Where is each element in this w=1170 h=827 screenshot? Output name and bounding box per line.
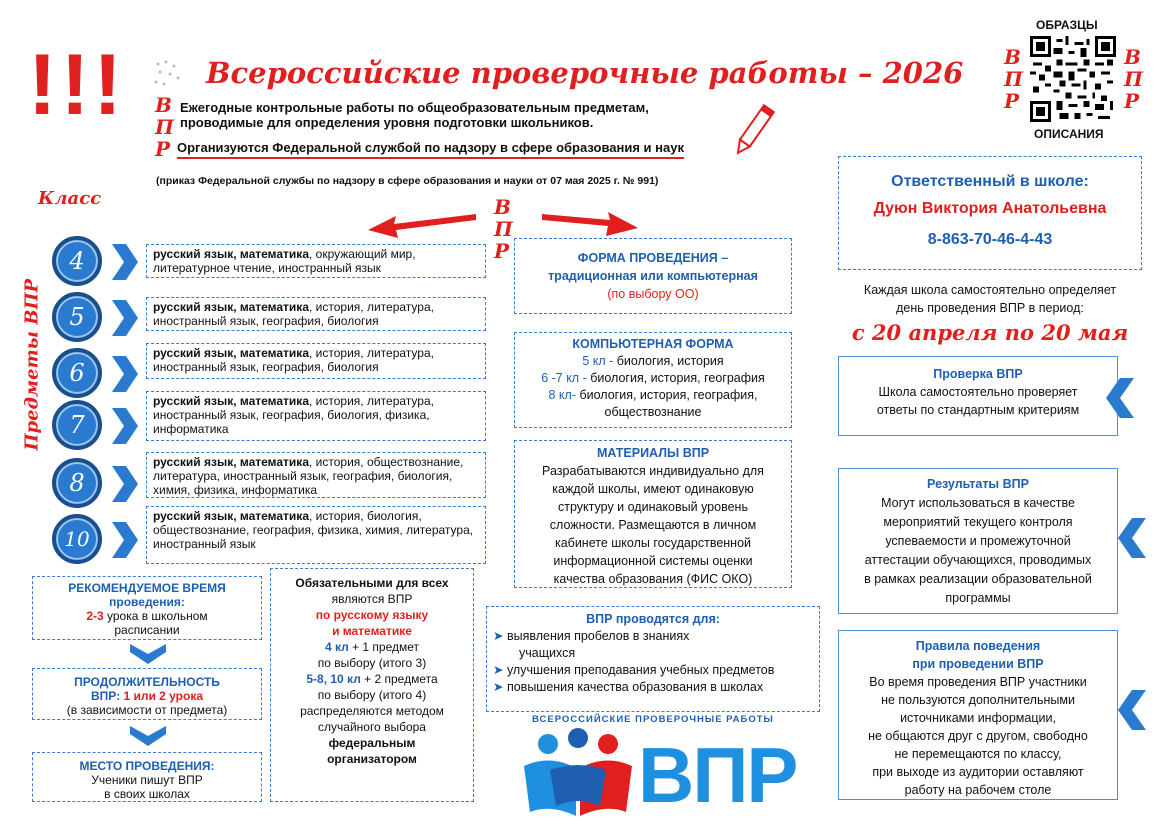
order-reference: (приказ Федеральной службы по надзору в сфере образования и науки от 07 мая 2025 г. № 991) xyxy=(156,175,659,187)
form-box xyxy=(514,238,792,314)
chevron-right-icon xyxy=(108,464,140,504)
form-title: ФОРМА ПРОВЕДЕНИЯ – xyxy=(577,251,729,265)
time-highlight: 2-3 xyxy=(86,609,104,623)
form-subtitle: традиционная или компьютерная xyxy=(548,269,758,283)
mandatory-line-2: являются ВПР xyxy=(331,592,413,606)
grade-circle: 7 xyxy=(52,400,102,450)
vpr-logo xyxy=(520,726,810,822)
qr-right-letters xyxy=(1124,46,1143,112)
materials-line: структуру и одинаковый уровень xyxy=(558,500,748,514)
rules-box xyxy=(838,630,1118,800)
vpr-logo-emblem-icon xyxy=(520,726,636,818)
mandatory-line-1: Обязательными для всех xyxy=(295,576,449,590)
materials-line: каждой школы, имеют одинаковую xyxy=(552,482,754,496)
place-box xyxy=(32,752,262,802)
exclamation-marks: !!! xyxy=(28,37,126,133)
letter: Р xyxy=(155,137,171,161)
chevron-left-icon xyxy=(1104,376,1138,420)
qr-top-label: ОБРАЗЦЫ xyxy=(1036,18,1098,32)
place-title: МЕСТО ПРОВЕДЕНИЯ: xyxy=(79,759,215,773)
grade-circle: 5 xyxy=(52,292,102,342)
purpose-box xyxy=(486,606,820,712)
grade-subjects: русский язык, математика, история, литература, иностранный язык, география, биология xyxy=(146,297,486,331)
materials-line: информационной системы оценки xyxy=(553,554,753,568)
duration-box xyxy=(32,668,262,720)
chevron-down-icon xyxy=(128,642,168,666)
grade-subjects: русский язык, математика, история, биология, обществознание, география, физика, химия, литература, иностранный язык xyxy=(146,506,486,564)
place-line-1: Ученики пишут ВПР xyxy=(91,773,203,787)
grade-subjects: русский язык, математика, история, литература, иностранный язык, география, биология xyxy=(146,343,486,379)
time-line-1: урока в школьном xyxy=(103,609,208,623)
mandatory-line-3: по выбору (итого 3) xyxy=(317,656,427,670)
time-title-1: РЕКОМЕНДУЕМОЕ ВРЕМЯ xyxy=(68,581,226,595)
chevron-right-icon xyxy=(108,520,140,560)
computer-row: 6 -7 кл - биология, история, география xyxy=(541,371,765,385)
check-box xyxy=(838,356,1118,436)
chevron-right-icon xyxy=(108,354,140,394)
materials-line: кабинете школы государственной xyxy=(554,536,752,550)
time-line-2: расписании xyxy=(114,623,180,637)
materials-line: Разрабатываются индивидуально для xyxy=(542,464,764,478)
dots-decoration xyxy=(150,56,190,96)
results-box xyxy=(838,468,1118,614)
header-line-2: проводимые для определения уровня подготовки школьников. xyxy=(180,115,594,130)
purpose-item: учащихся xyxy=(519,646,576,660)
computer-row: 8 кл- биология, история, география, xyxy=(548,388,758,402)
grade-circle: 4 xyxy=(52,236,102,286)
rules-line: не общаются друг с другом, свободно xyxy=(868,729,1088,743)
period-text-1: Каждая школа самостоятельно определяет xyxy=(863,283,1117,297)
rules-line: источниками информации, xyxy=(900,711,1056,725)
header-line-1: Ежегодные контрольные работы по общеобразовательным предметам, xyxy=(180,100,649,115)
purpose-item: ➤ выявления пробелов в знаниях xyxy=(493,629,690,643)
grade-circle: 8 xyxy=(52,458,102,508)
mandatory-plus-2: + 2 предмета xyxy=(360,672,438,686)
check-line-1: Школа самостоятельно проверяет xyxy=(878,385,1078,399)
materials-title: МАТЕРИАЛЫ ВПР xyxy=(596,446,710,460)
duration-highlight: 1 или 2 урока xyxy=(123,689,204,703)
rules-line: не перемещаются по классу, xyxy=(894,747,1062,761)
chevron-down-icon xyxy=(128,724,168,748)
pencil-icon xyxy=(732,100,776,163)
mandatory-line-7: федеральным xyxy=(328,736,416,750)
results-line: мероприятий текущего контроля xyxy=(883,515,1073,529)
results-title: Результаты ВПР xyxy=(927,477,1029,491)
grade-subjects: русский язык, математика, окружающий мир, литературное чтение, иностранный язык xyxy=(146,244,486,278)
computer-title: КОМПЬЮТЕРНАЯ ФОРМА xyxy=(572,337,734,351)
letter: В xyxy=(1004,45,1021,69)
results-line: успеваемости и промежуточной xyxy=(885,534,1071,548)
computer-row: 5 кл - биология, история xyxy=(582,354,724,368)
mandatory-class-1: 4 кл xyxy=(324,640,349,654)
materials-line: качества образования (ФИС ОКО) xyxy=(553,572,753,586)
results-line: Могут использоваться в качестве xyxy=(881,496,1075,510)
grade-circle: 10 xyxy=(52,514,102,564)
materials-line: сложности. Размещаются в личном xyxy=(549,518,757,532)
rules-line: Во время проведения ВПР участники xyxy=(869,675,1087,689)
page-title: Всероссийские проверочные работы – 2026 xyxy=(206,56,964,90)
time-title-2: проведения: xyxy=(109,595,185,609)
mandatory-red-1: по русскому языку xyxy=(315,608,429,622)
chevron-left-icon xyxy=(1116,516,1150,560)
responsible-name: Дуюн Виктория Анатольевна xyxy=(873,200,1107,217)
grade-subjects: русский язык, математика, история, литература, иностранный язык, география, биология, физика, информатика xyxy=(146,391,486,441)
results-line: аттестации обучающихся, проводимых xyxy=(864,553,1092,567)
rules-title-1: Правила поведения xyxy=(915,639,1041,653)
logo-caption: ВСЕРОССИЙСКИЕ ПРОВЕРОЧНЫЕ РАБОТЫ xyxy=(532,714,774,725)
letter: Р xyxy=(494,239,510,263)
purpose-item: ➤ повышения качества образования в школах xyxy=(493,680,764,694)
letter: П xyxy=(494,217,513,241)
purpose-title: ВПР проводятся для: xyxy=(586,612,720,626)
materials-box xyxy=(514,440,792,588)
qr-left-letters xyxy=(1004,46,1023,112)
rules-line: при выходе из аудитории оставляют xyxy=(872,765,1084,779)
chevron-right-icon xyxy=(108,406,140,446)
letter: П xyxy=(155,115,174,139)
mandatory-plus-1: + 1 предмет xyxy=(348,640,420,654)
header-line-3: Организуются Федеральной службой по надзору в сфере образования и наук xyxy=(177,140,684,159)
qr-bottom-label: ОПИСАНИЯ xyxy=(1034,127,1104,141)
mandatory-class-2: 5-8, 10 кл xyxy=(306,672,361,686)
mandatory-line-8: организатором xyxy=(327,752,417,766)
duration-title: ПРОДОЛЖИТЕЛЬНОСТЬ xyxy=(74,675,220,689)
arrow-left-icon xyxy=(368,206,478,243)
check-title: Проверка ВПР xyxy=(933,367,1023,381)
responsible-title: Ответственный в школе: xyxy=(891,173,1089,190)
form-note: (по выбору ОО) xyxy=(607,287,699,301)
letter: В xyxy=(494,195,511,219)
rules-line: работу на рабочем столе xyxy=(904,783,1052,797)
place-line-2: в своих школах xyxy=(104,787,190,801)
letter: Р xyxy=(1004,89,1020,113)
center-vpr-letters xyxy=(494,196,513,262)
results-line: в рамках реализации образовательной xyxy=(864,572,1092,586)
computer-form-box xyxy=(514,332,792,428)
duration-line-2: (в зависимости от предмета) xyxy=(66,703,228,717)
chevron-left-icon xyxy=(1116,688,1150,732)
letter: В xyxy=(1124,45,1141,69)
duration-pre: ВПР: xyxy=(90,689,124,703)
rules-line: не пользуются дополнительными xyxy=(881,693,1075,707)
grade-circle: 6 xyxy=(52,348,102,398)
period-dates: с 20 апреля по 20 мая xyxy=(851,320,1129,345)
mandatory-line-5: распределяются методом xyxy=(300,704,444,718)
computer-row: обществознание xyxy=(604,405,702,419)
chevron-right-icon xyxy=(108,298,140,338)
class-label: Класс xyxy=(38,188,102,209)
mandatory-red-2: и математике xyxy=(332,624,412,638)
purpose-item: ➤ улучшения преподавания учебных предметов xyxy=(493,663,775,677)
letter: В xyxy=(155,93,172,117)
results-line: программы xyxy=(945,591,1011,605)
chevron-right-icon xyxy=(108,242,140,282)
responsible-phone: 8-863-70-46-4-43 xyxy=(927,231,1053,248)
mandatory-box xyxy=(270,568,474,802)
letter: П xyxy=(1124,67,1143,91)
qr-code-icon[interactable] xyxy=(1030,36,1116,122)
check-line-2: ответы по стандартным критериям xyxy=(876,403,1080,417)
mandatory-line-4: по выбору (итого 4) xyxy=(317,688,427,702)
period-text-2: день проведения ВПР в период: xyxy=(896,301,1084,315)
grade-subjects: русский язык, математика, история, обществознание, литература, иностранный язык, география, биология, химия, физика, информатика xyxy=(146,452,486,498)
mandatory-line-6: случайного выбора xyxy=(318,720,426,734)
recommended-time-box xyxy=(32,576,262,640)
subjects-label: Предметы ВПР xyxy=(21,278,43,451)
header-vpr-letters xyxy=(155,94,175,160)
letter: П xyxy=(1004,67,1023,91)
responsible-box xyxy=(838,156,1142,270)
rules-title-2: при проведении ВПР xyxy=(912,657,1044,671)
letter: Р xyxy=(1124,89,1140,113)
logo-text: ВПР xyxy=(638,731,797,819)
